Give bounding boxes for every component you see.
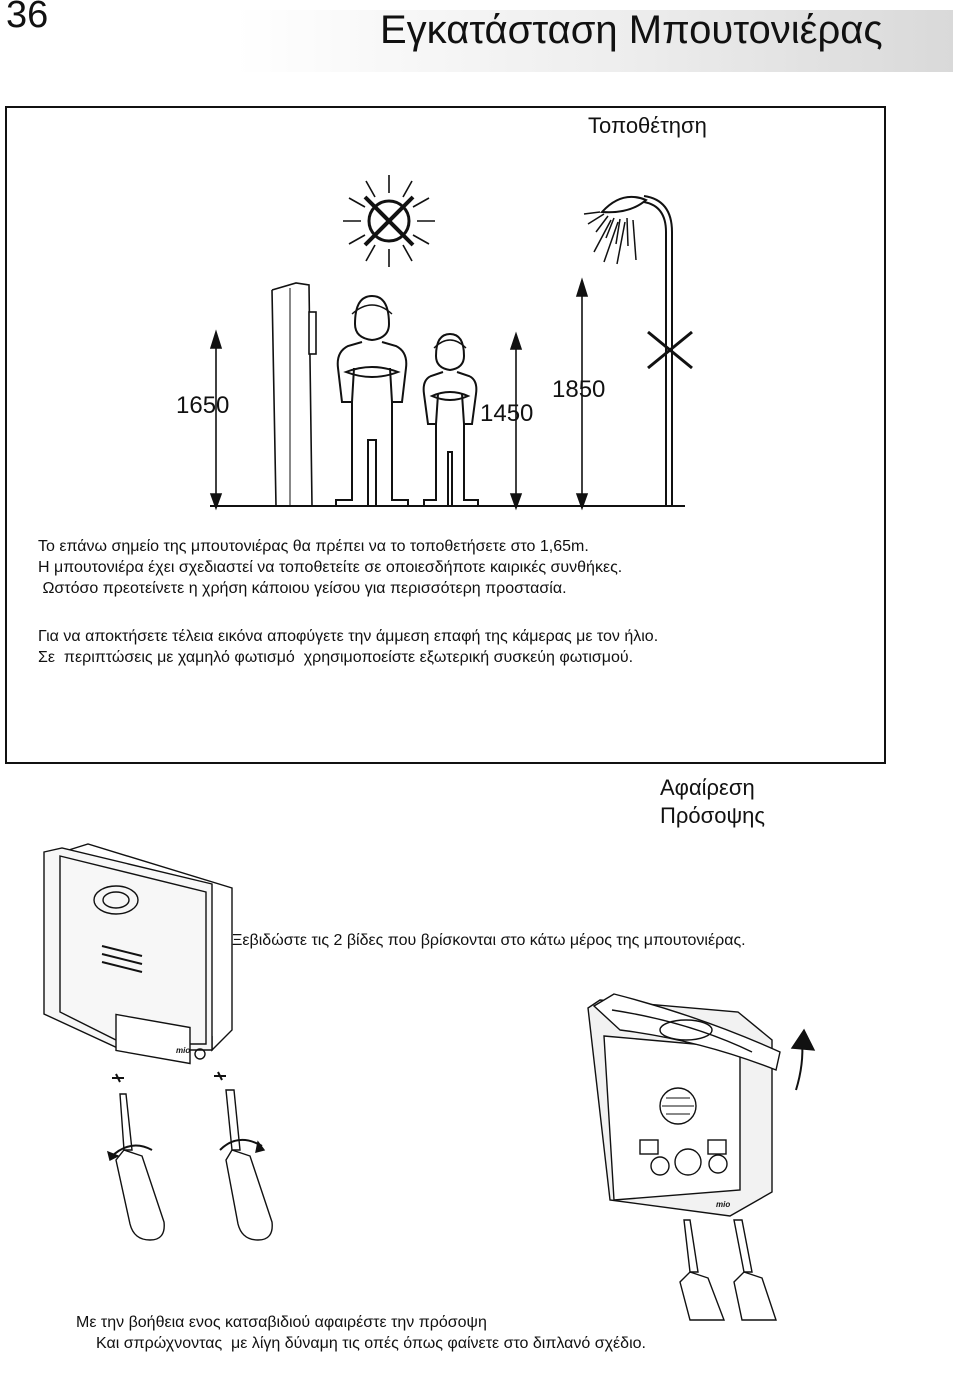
text-line: Και σπρώχνοντας με λίγη δύναμη τις οπές όπως φαίνετε στο διπλανό σχέδιο. — [96, 1335, 646, 1352]
removal-diagram-right — [588, 994, 814, 1320]
short-person-figure — [424, 334, 478, 506]
removal-heading — [660, 774, 765, 830]
installation-paragraph-1 — [38, 536, 622, 599]
text-line: Με την βοήθεια ενος κατσαβιδιού αφαιρέστε την πρόσοψη — [76, 1314, 487, 1331]
installation-heading: Τοποθέτηση — [588, 113, 707, 138]
page-number: 36 — [6, 0, 49, 36]
warning-x-icon — [648, 332, 692, 368]
removal-step-2 — [76, 1312, 646, 1354]
text-line: Ωστόσο πρεοτείνετε η χρήση κάποιου γείσου για περισσότερη προστασία. — [38, 580, 567, 597]
dimension-label-1850: 1850 — [552, 376, 606, 403]
removal-diagram-left — [44, 844, 272, 1240]
removal-heading-line1: Αφαίρεση — [660, 775, 755, 800]
dimension-arrow-1650 — [211, 332, 221, 508]
removal-step-1: Ξεβιδώστε τις 2 βίδες που βρίσκονται στο κάτω μέρος της μπουτονιέρας. — [232, 932, 746, 949]
removal-heading-line2: Πρόσοψης — [660, 803, 765, 828]
dimension-label-1650: 1650 — [176, 392, 230, 419]
text-line: Σε περιπτώσεις με χαμηλό φωτισμό χρησιμοποείστε εξωτερική συσκεύη φωτισμού. — [38, 649, 634, 666]
text-line: Το επάνω σημείο της μπουτονιέρας θα πρέπει να το τοποθετήσετε στο 1,65m. — [38, 538, 589, 555]
street-lamp-icon — [584, 196, 672, 506]
page-title: Εγκατάσταση Μπουτονιέρας — [380, 8, 883, 52]
sun-icon — [343, 175, 435, 267]
tall-person-figure — [336, 296, 408, 506]
dimension-label-1450: 1450 — [480, 400, 534, 427]
brand-mark-right: mio — [716, 1200, 731, 1209]
wall-pillar — [272, 283, 316, 506]
text-line: Για να αποκτήσετε τέλεια εικόνα αποφύγετε την άμμεση επαφή της κάμερας με τον ήλιο. — [38, 628, 659, 645]
installation-paragraph-2 — [38, 626, 658, 668]
text-line: Η μπουτονιέρα έχει σχεδιαστεί να τοποθετείτε σε οποιεσδήποτε καιρικές συνθήκες. — [38, 559, 623, 576]
brand-mark-left: mio — [176, 1046, 191, 1055]
installation-diagram — [210, 175, 692, 508]
